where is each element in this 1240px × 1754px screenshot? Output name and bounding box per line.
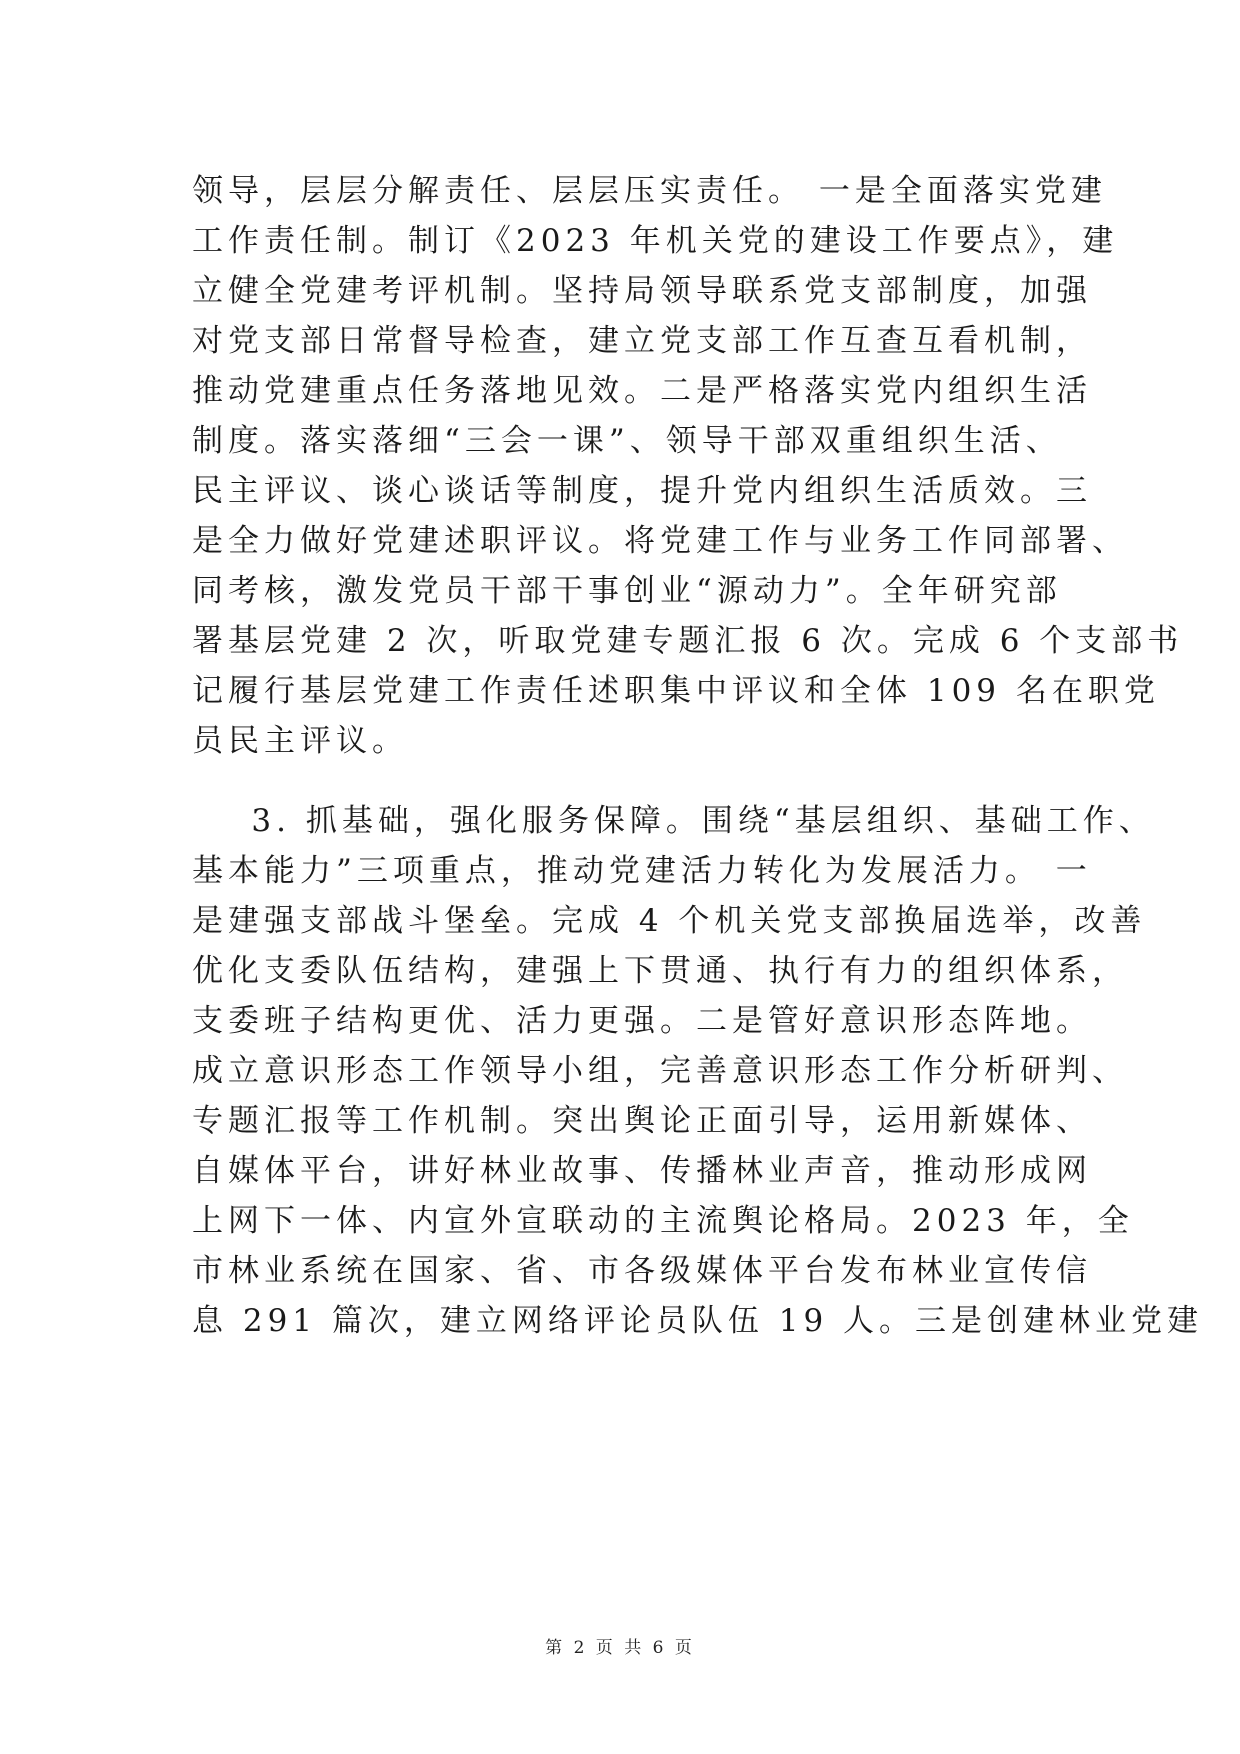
text-line: 专题汇报等工作机制。突出舆论正面引导，运用新媒体、 (192, 1103, 1092, 1139)
text-line: 上网下一体、内宣外宣联动的主流舆论格局。2023 年，全 (192, 1203, 1134, 1239)
text-line: 工作责任制。制订《2023 年机关党的建设工作要点》，建 (192, 223, 1119, 259)
text-line: 支委班子结构更优、活力更强。二是管好意识形态阵地。 (192, 1003, 1092, 1039)
text-line: 记履行基层党建工作责任述职集中评议和全体 109 名在职党 (192, 673, 1160, 709)
text-line: 立健全党建考评机制。坚持局领导联系党支部制度，加强 (192, 273, 1092, 309)
paragraph-2 (192, 796, 1204, 1346)
page-number-footer: 第 2 页 共 6 页 (545, 1638, 695, 1658)
text-line: 自媒体平台，讲好林业故事、传播林业声音，推动形成网 (192, 1153, 1092, 1189)
text-line: 市林业系统在国家、省、市各级媒体平台发布林业宣传信 (192, 1253, 1092, 1289)
text-line: 署基层党建 2 次，听取党建专题汇报 6 次。完成 6 个支部书 (192, 623, 1184, 659)
text-line: 成立意识形态工作领导小组，完善意识形态工作分析研判、 (192, 1053, 1128, 1089)
text-line: 对党支部日常督导检查，建立党支部工作互查互看机制， (192, 323, 1092, 359)
paragraph-1 (192, 166, 1184, 766)
text-line: 是建强支部战斗堡垒。完成 4 个机关党支部换届选举，改善 (192, 903, 1147, 939)
text-line: 员民主评议。 (192, 723, 408, 759)
text-line: 推动党建重点任务落地见效。二是严格落实党内组织生活 (192, 373, 1092, 409)
text-line: 基本能力”三项重点，推动党建活力转化为发展活力。 一 (192, 853, 1092, 889)
text-line: 优化支委队伍结构，建强上下贯通、执行有力的组织体系， (192, 953, 1128, 989)
text-line: 是全力做好党建述职评议。将党建工作与业务工作同部署、 (192, 523, 1128, 559)
document-body (192, 166, 1204, 1346)
text-line: 同考核，激发党员干部干事创业“源动力”。全年研究部 (192, 573, 1062, 609)
text-line: 民主评议、谈心谈话等制度，提升党内组织生活质效。三 (192, 473, 1092, 509)
text-line: 息 291 篇次，建立网络评论员队伍 19 人。三是创建林业党建 (192, 1303, 1204, 1339)
text-line: 领导，层层分解责任、层层压实责任。 一是全面落实党建 (192, 173, 1107, 209)
paragraph-gap (192, 766, 1072, 796)
text-line: 3. 抓基础，强化服务保障。围绕“基层组织、基础工作、 (192, 803, 1155, 839)
text-line: 制度。落实落细“三会一课”、领导干部双重组织生活、 (192, 423, 1062, 459)
